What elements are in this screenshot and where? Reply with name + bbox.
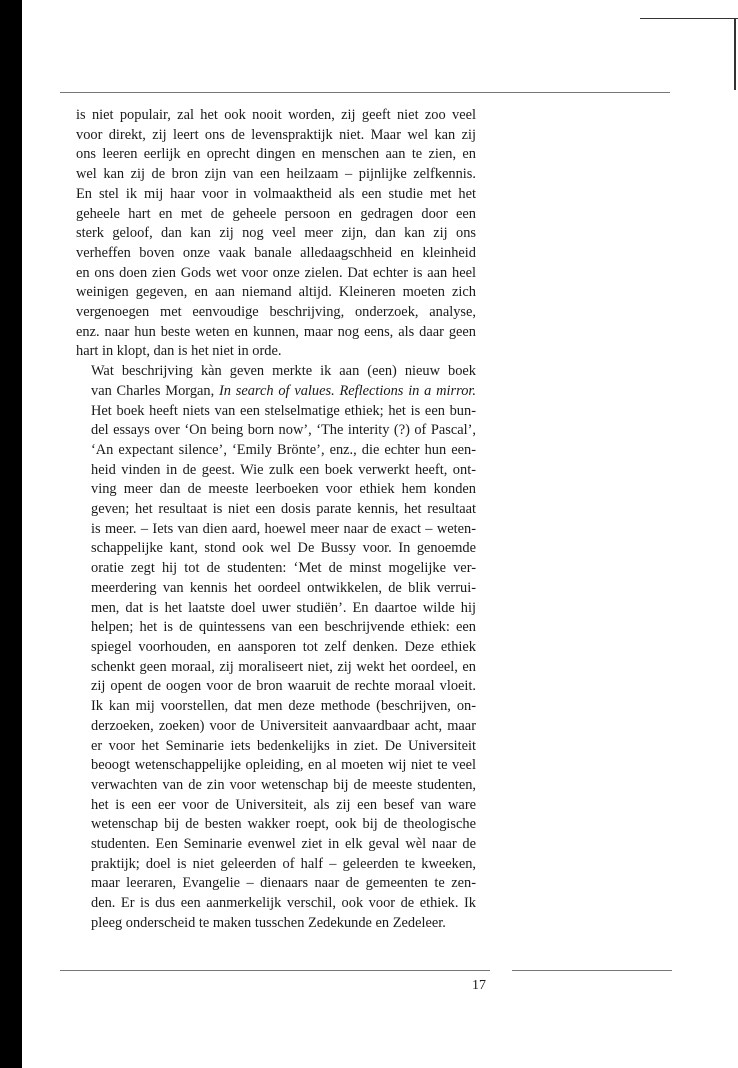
text-line: helpen; het is de quintessens van een beschrijvende ethiek: een bbox=[91, 619, 476, 636]
text-line: er voor het Seminarie iets bedenkelijks in ziet. De Universiteit bbox=[91, 737, 476, 754]
text-line: derzoeken, zoeken) voor de Universiteit aanvaardbaar acht, maar bbox=[91, 717, 476, 734]
text-line: del essays over ‘On being born now’, ‘The interity (?) of Pascal’, bbox=[91, 422, 476, 439]
text-fragment: van Charles Morgan, bbox=[91, 382, 219, 399]
bottom-rule bbox=[60, 970, 490, 971]
text-line: heid vinden in de geest. Wie zulk een boek verwerkt heeft, ont- bbox=[91, 461, 476, 478]
text-line: enz. naar hun beste weten en kunnen, maar nog eens, als daar geen bbox=[76, 323, 476, 340]
text-line: Ik kan mij voorstellen, dat men deze methode (beschrijven, on- bbox=[91, 698, 476, 715]
text-line: sterk geloof, dan kan zij nog veel meer zijn, dan kan zij ons bbox=[76, 225, 476, 242]
text-line: weinigen gegeven, en aan niemand altijd. Kleineren moeten zich bbox=[76, 284, 476, 301]
text-line: Het boek heeft niets van een stelselmatige ethiek; het is een bun- bbox=[91, 402, 476, 419]
text-line: ‘An expectant silence’, ‘Emily Brönte’, enz., die echter hun een- bbox=[91, 441, 476, 458]
text-line: hart in klopt, dan is het niet in orde. bbox=[76, 343, 282, 360]
text-line: verwachten van de zin voor wetenschap bij de meeste studenten, bbox=[91, 776, 476, 793]
text-line: is meer. – Iets van dien aard, hoewel meer naar de exact – weten- bbox=[91, 520, 476, 537]
text-line: Wat beschrijving kàn geven merkte ik aan (een) nieuw boek bbox=[91, 363, 476, 380]
text-line: den. Er is dus een aanmerkelijk verschil, ook voor de ethiek. Ik bbox=[91, 895, 476, 912]
text-line: praktijk; doel is niet geleerden of half – geleerden te kweeken, bbox=[91, 855, 476, 872]
text-line: beoogt wetenschappelijke opleiding, en al moeten wij niet te veel bbox=[91, 757, 476, 774]
scan-edge-bar bbox=[0, 0, 22, 1068]
text-line: geven; het resultaat is niet een dosis parate kennis, het resultaat bbox=[91, 501, 476, 518]
paragraph-2 bbox=[76, 362, 476, 933]
bottom-rule-right bbox=[512, 970, 672, 971]
book-title: In search of values. Reflections in a mirror. bbox=[218, 382, 476, 399]
text-line: vergenoegen met eenvoudige beschrijving, onderzoek, analyse, bbox=[76, 304, 476, 321]
text-line: men, dat is het laatste doel uwer studiën’. En daartoe wilde hij bbox=[91, 599, 476, 616]
text-line: ving meer dan de meeste leerboeken voor ethiek hem konden bbox=[91, 481, 476, 498]
text-line: geheele hart en met de geheele persoon en gedragen door een bbox=[76, 205, 476, 222]
text-line: voor direkt, zij leert ons de levenspraktijk niet. Maar wel kan zij bbox=[76, 126, 476, 143]
text-line: ons leeren eerlijk en oprecht dingen en menschen aan te zien, en bbox=[76, 146, 476, 163]
text-line: schappelijke kant, stond ook wel De Bussy voor. In genoemde bbox=[91, 540, 476, 557]
page-number: 17 bbox=[472, 978, 486, 993]
text-line: wetenschap bij de besten wakker roept, ook bij de theologische bbox=[91, 816, 476, 833]
text-line: het is een eer voor de Universiteit, als zij een besef van ware bbox=[91, 796, 476, 813]
crop-mark-horizontal bbox=[640, 18, 738, 19]
text-line: wel kan zij de bron zijn van een heilzaam – pijnlijke zelfkennis. bbox=[76, 166, 476, 183]
text-line: schenkt geen moraal, zij moraliseert niet, zij wekt het oordeel, en bbox=[91, 658, 476, 675]
text-line: meerdering van kennis het oordeel ontwikkelen, de blik verrui- bbox=[91, 579, 476, 596]
text-line: verheffen boven onze vaak banale alledaagschheid en kleinheid bbox=[76, 244, 476, 261]
crop-mark-vertical bbox=[734, 18, 736, 90]
text-line bbox=[76, 382, 476, 402]
text-line: studenten. Een Seminarie evenwel ziet in elk geval wèl naar de bbox=[91, 836, 476, 853]
text-line: pleeg onderscheid te maken tusschen Zedekunde en Zedeleer. bbox=[91, 914, 446, 931]
paragraph-1 bbox=[76, 106, 476, 362]
top-rule bbox=[60, 92, 670, 93]
text-line: is niet populair, zal het ook nooit worden, zij geeft niet zoo veel bbox=[76, 107, 476, 123]
text-line: maar leeraren, Evangelie – dienaars naar de gemeenten te zen- bbox=[91, 875, 476, 892]
text-line: en ons doen zien Gods wet voor onze zielen. Dat echter is aan heel bbox=[76, 264, 476, 281]
text-line: oratie zegt hij tot de studenten: ‘Met de minst mogelijke ver- bbox=[91, 560, 476, 577]
text-line: spiegel voorhouden, en aansporen tot zelf denken. Deze ethiek bbox=[91, 638, 476, 655]
text-line: zij opent de oogen voor de bron waaruit de rechte moraal vloeit. bbox=[91, 678, 476, 695]
text-line: En stel ik mij haar voor in volmaaktheid als een studie met het bbox=[76, 185, 476, 202]
body-text bbox=[76, 106, 476, 934]
